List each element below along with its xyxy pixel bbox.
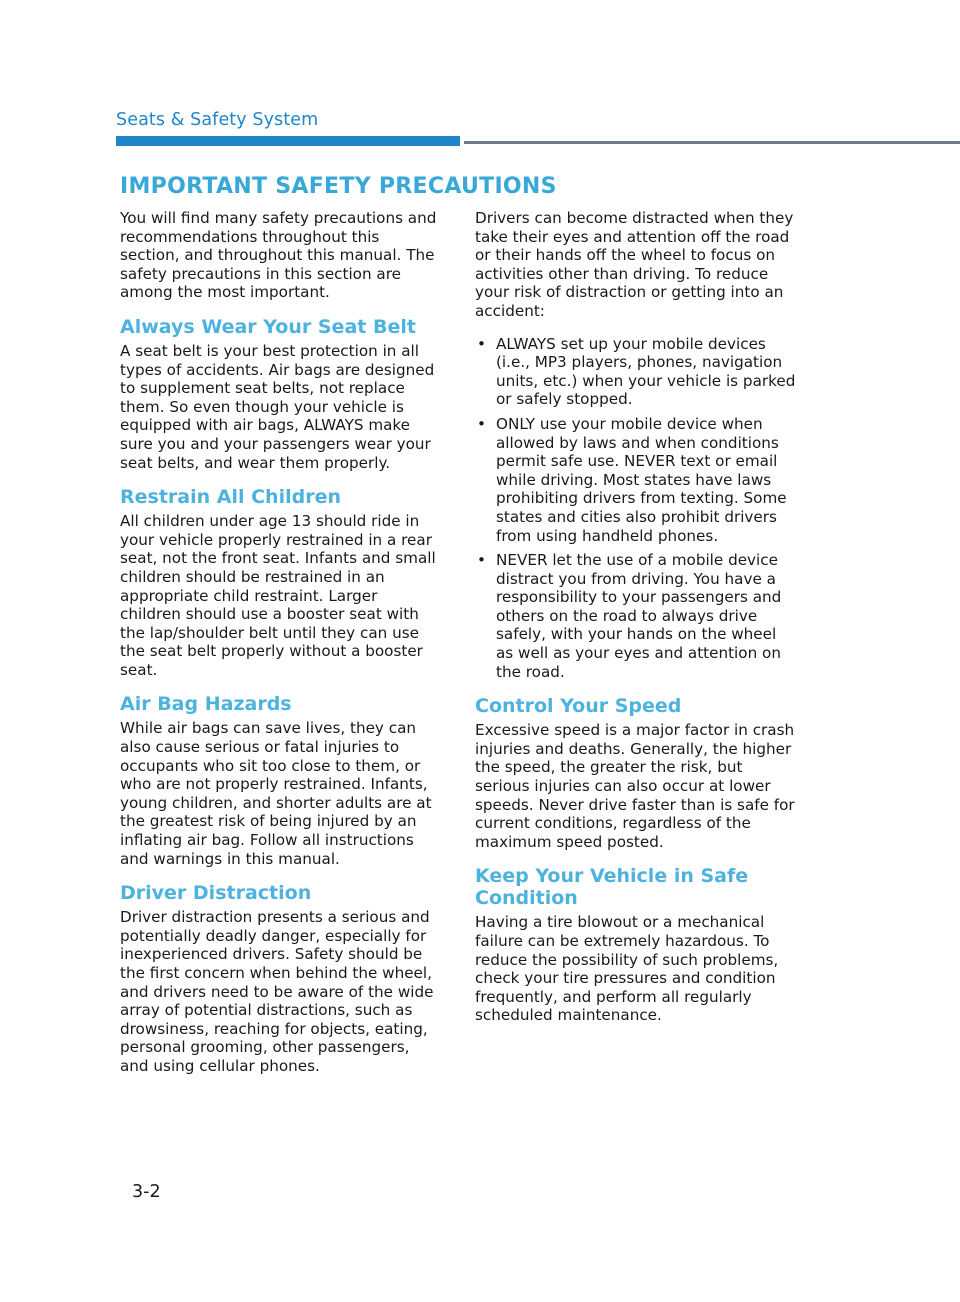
children-paragraph: All children under age 13 should ride in your vehicle properly restrained in a rear seat, not the front seat. Infants and small children should be restrained in an appropriate child restraint. Larger children should use a booster seat with the lap/shoulder belt until they can use the seat belt properly without a booster seat.	[120, 512, 436, 679]
header-rule-gray	[464, 141, 960, 144]
list-item	[475, 415, 797, 545]
air-bag-paragraph: While air bags can save lives, they can also cause serious or fatal injuries to occupants who sit too close to them, or who are not properly restrained. Infants, young children, and shorter adults are at the greatest risk of being injured by an inflating air bag. Follow all instructions and warnings in this manual.	[120, 719, 432, 868]
list-item	[475, 551, 797, 681]
distraction-paragraph-2: Drivers can become distracted when they take their eyes and attention off the road or their hands off the wheel to focus on activities other than driving. To reduce your risk of distraction or getting into an accident:	[475, 209, 794, 320]
bullet-icon: •	[477, 551, 486, 570]
seat-belt-heading: Always Wear Your Seat Belt	[120, 315, 416, 338]
air-bag-heading: Air Bag Hazards	[120, 693, 292, 716]
intro-paragraph: You will find many safety precautions and recommendations throughout this section, and throughout this manual. The safety precautions in this section are among the most important.	[120, 209, 437, 302]
bullet-icon: •	[477, 334, 486, 353]
speed-paragraph: Excessive speed is a major factor in crash injuries and deaths. Generally, the higher the speed, the greater the risk, but serious injuries can also occur at lower speeds. Never drive faster than is safe for current conditions, regardless of the maximum speed posted.	[475, 721, 795, 851]
condition-heading: Keep Your Vehicle in Safe Condition	[475, 865, 749, 910]
left-column	[120, 209, 438, 1090]
distraction-paragraph: Driver distraction presents a serious and potentially deadly danger, especially for inexperienced drivers. Safety should be the first concern when behind the wheel, and drivers need to be aware of the wide array of potential distractions, such as drowsiness, reaching for objects, eating, personal grooming, other passengers, and using cellular phones.	[120, 908, 434, 1075]
distraction-heading: Driver Distraction	[120, 882, 312, 905]
right-column	[475, 209, 797, 1039]
section-label: Seats & Safety System	[116, 110, 319, 130]
list-item-text: ONLY use your mobile device when allowed by laws and when conditions permit safe use. NEVER text or email while driving. Most states have laws prohibiting drivers from texting. Some states and cities also prohibit drivers from using handheld phones.	[496, 414, 787, 545]
distraction-bullet-list	[475, 335, 797, 682]
seat-belt-paragraph: A seat belt is your best protection in all types of accidents. Air bags are designed to supplement seat belts, not replace them. So even though your vehicle is equipped with air bags, ALWAYS make sure you and your passengers wear your seat belts, and wear them properly.	[120, 341, 435, 472]
page-title: IMPORTANT SAFETY PRECAUTIONS	[120, 174, 557, 199]
page-number: 3-2	[132, 1182, 161, 1202]
condition-paragraph: Having a tire blowout or a mechanical failure can be extremely hazardous. To reduce the possibility of such problems, check your tire pressures and condition frequently, and perform all regularly scheduled maintenance.	[475, 913, 779, 1025]
list-item-text: ALWAYS set up your mobile devices (i.e., MP3 players, phones, navigation units, etc.) when your vehicle is parked or safely stopped.	[496, 334, 796, 409]
children-heading: Restrain All Children	[120, 486, 341, 509]
speed-heading: Control Your Speed	[475, 695, 682, 718]
list-item-text: NEVER let the use of a mobile device distract you from driving. You have a responsibility to your passengers and others on the road to always drive safely, with your hands on the wheel as well as your eyes and attention on the road.	[496, 551, 782, 681]
list-item	[475, 335, 797, 409]
header-rule-blue	[116, 136, 460, 146]
bullet-icon: •	[477, 414, 486, 433]
